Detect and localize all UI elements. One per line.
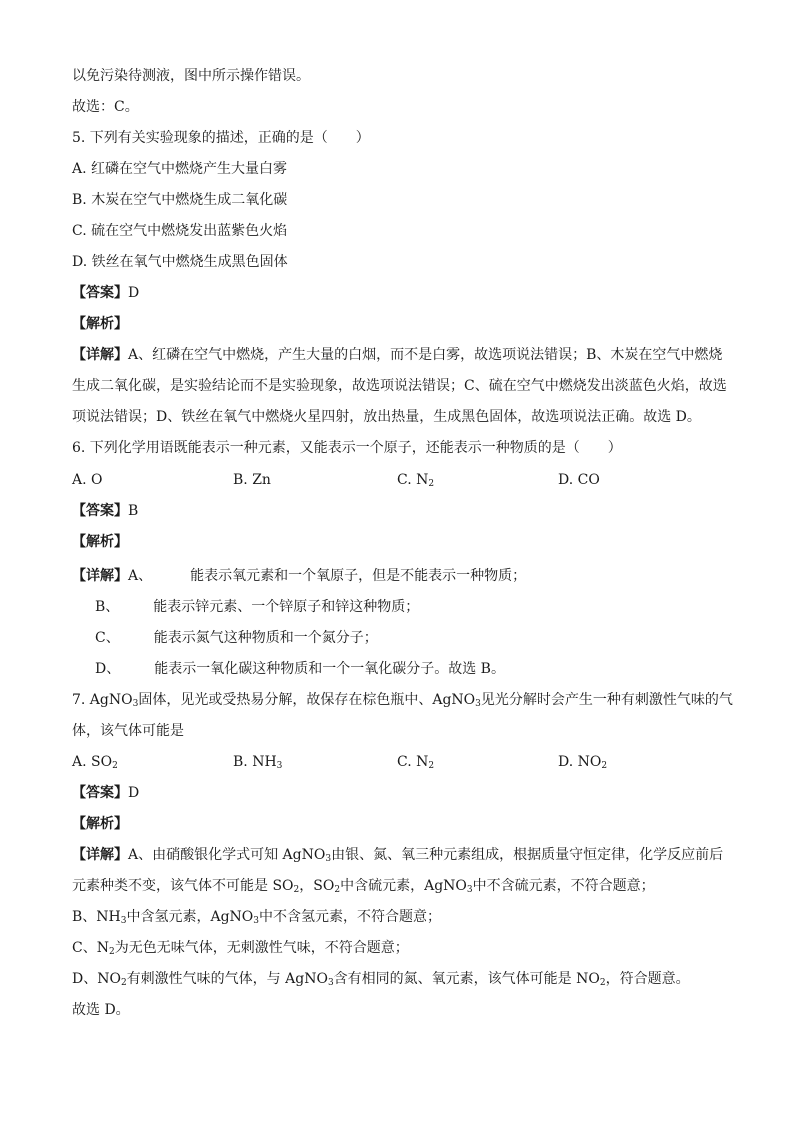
explanation-text: 中含硫元素，AgNO [340,878,467,894]
item-text: 能表示氧元素和一个氧原子，但是不能表示一种物质； [190,568,527,584]
explanation-text: 中不含氢元素，不符合题意； [259,909,442,925]
question-5-option-c: C. 硫在空气中燃烧发出蓝紫色火焰 [72,223,288,239]
question-7-answer [72,783,139,803]
question-6-option-c [397,470,434,490]
item-label: A、 [128,568,153,584]
option-text: C. N [397,472,429,488]
explanation-text: C、N [72,940,109,956]
question-6-option-a: A. O [72,472,103,488]
subscript: 3 [253,916,260,926]
subscript: 2 [108,947,115,957]
explanation-text: 元素种类不变，该气体不可能是 SO [72,878,294,894]
question-5-explanation-line: 项说法错误；D、铁丝在氧气中燃烧火星四射，放出热量，生成黑色固体，故选项说法正确。故选 D。 [72,409,701,425]
explanation-text: 由银、氮、氧三种元素组成，根据质量守恒定律，化学反应前后 [331,847,724,863]
question-5-analysis-heading: 【解析】 [72,316,128,332]
stem-text: 见光分解时会产生一种有刺激性气味的气 [480,692,733,708]
subscript: 2 [599,978,606,988]
item-label: C、 [95,630,120,646]
item-label: B、 [95,599,120,615]
answer-tag: 【答案】 [72,785,128,801]
explanation-text: 中含氢元素，AgNO [126,909,254,925]
question-7-stem-line-2: 体，该气体可能是 [72,723,184,739]
item-text: 能表示一氧化碳这种物质和一个一氧化碳分子。故选 B。 [154,661,505,677]
question-5-stem: 5. 下列有关实验现象的描述，正确的是（ ） [72,130,370,146]
explanation-text: 有刺激性气味的气体，与 AgNO [126,971,328,987]
explanation-text: 为无色无味气体，无刺激性气味，不符合题意； [114,940,409,956]
question-7-option-a [72,752,118,772]
explanation-text: D、NO [72,971,121,987]
question-7-explanation-line [72,938,409,958]
answer-value: D [128,285,140,301]
question-7-explanation-line [72,907,441,927]
subscript: 2 [112,761,118,771]
subscript: 3 [276,761,283,771]
item-label: D、 [95,661,121,677]
question-7-option-c [397,752,434,772]
subscript: 2 [334,885,341,895]
answer-tag: 【答案】 [72,503,128,519]
question-5-explanation-line [72,345,722,365]
stem-text: 固体，见光或受热易分解，故保存在棕色瓶中、AgNO [138,692,476,708]
explanation-text: ，符合题意。 [605,971,690,987]
option-text: C. N [397,754,429,770]
option-text: B. NH [233,754,277,770]
question-5-option-b: B. 木炭在空气中燃烧生成二氧化碳 [72,192,288,208]
question-5-explanation-line: 生成二氧化碳，是实验结论而不是实验现象，故选项说法错误；C、硫在空气中燃烧发出淡蓝色火焰，故选 [72,378,727,394]
subscript: 3 [466,885,473,895]
answer-value: D [128,785,140,801]
subscript: 3 [475,699,481,709]
option-text: D. NO [558,754,602,770]
question-5-option-a: A. 红磷在空气中燃烧产生大量白雾 [72,161,288,177]
option-text: A. SO [72,754,113,770]
question-7-explanation-line [72,876,655,896]
explanation-tag: 【详解】 [72,568,128,584]
subscript: 3 [132,699,139,709]
subscript: 2 [428,479,435,489]
question-6-analysis-heading: 【解析】 [72,534,128,550]
item-text: 能表示氮气这种物质和一个氮分子； [153,630,378,646]
question-5-option-d: D. 铁丝在氧气中燃烧生成黑色固体 [72,254,288,270]
explanation-text: 含有相同的氮、氧元素，该气体可能是 NO [333,971,600,987]
subscript: 2 [293,885,300,895]
question-6-explanation-c [95,628,378,648]
question-6-explanation-b [95,597,419,617]
explanation-tag: 【详解】 [72,347,128,363]
question-6-option-b: B. Zn [233,472,271,488]
question-7-stem [72,690,733,710]
explanation-text: B、NH [72,909,121,925]
explanation-text: ，SO [299,878,335,894]
text-line: 以免污染待测液，图中所示操作错误。 [72,68,310,84]
subscript: 3 [327,978,334,988]
question-7-explanation-line [72,969,690,989]
answer-tag: 【答案】 [72,285,128,301]
explanation-text: 中不含硫元素，不符合题意； [472,878,655,894]
subscript: 2 [601,761,608,771]
question-6-explanation-a [72,566,526,586]
question-6-stem: 6. 下列化学用语既能表示一种元素，又能表示一个原子，还能表示一种物质的是（ ） [72,440,622,456]
question-6-explanation-d [95,659,505,679]
explanation-text: A、由硝酸银化学式可知 AgNO [128,847,326,863]
question-6-option-d: D. CO [558,472,600,488]
question-7-explanation-line [72,845,723,865]
subscript: 2 [428,761,435,771]
subscript: 3 [325,854,332,864]
question-7-option-b [233,752,282,772]
subscript: 2 [120,978,127,988]
subscript: 3 [120,916,127,926]
explanation-text: A、红磷在空气中燃烧，产生大量的白烟，而不是白雾，故选项说法错误；B、木炭在空气中燃烧 [128,347,723,363]
question-6-answer [72,501,138,521]
answer-value: B [128,503,139,519]
question-5-answer [72,283,139,303]
explanation-tag: 【详解】 [72,847,128,863]
question-7-analysis-heading: 【解析】 [72,816,128,832]
question-7-option-d [558,752,607,772]
text-line: 故选：C。 [72,99,139,115]
item-text: 能表示锌元素、一个锌原子和锌这种物质； [153,599,420,615]
question-7-final: 故选 D。 [72,1002,130,1018]
stem-text: 7. AgNO [72,692,133,708]
